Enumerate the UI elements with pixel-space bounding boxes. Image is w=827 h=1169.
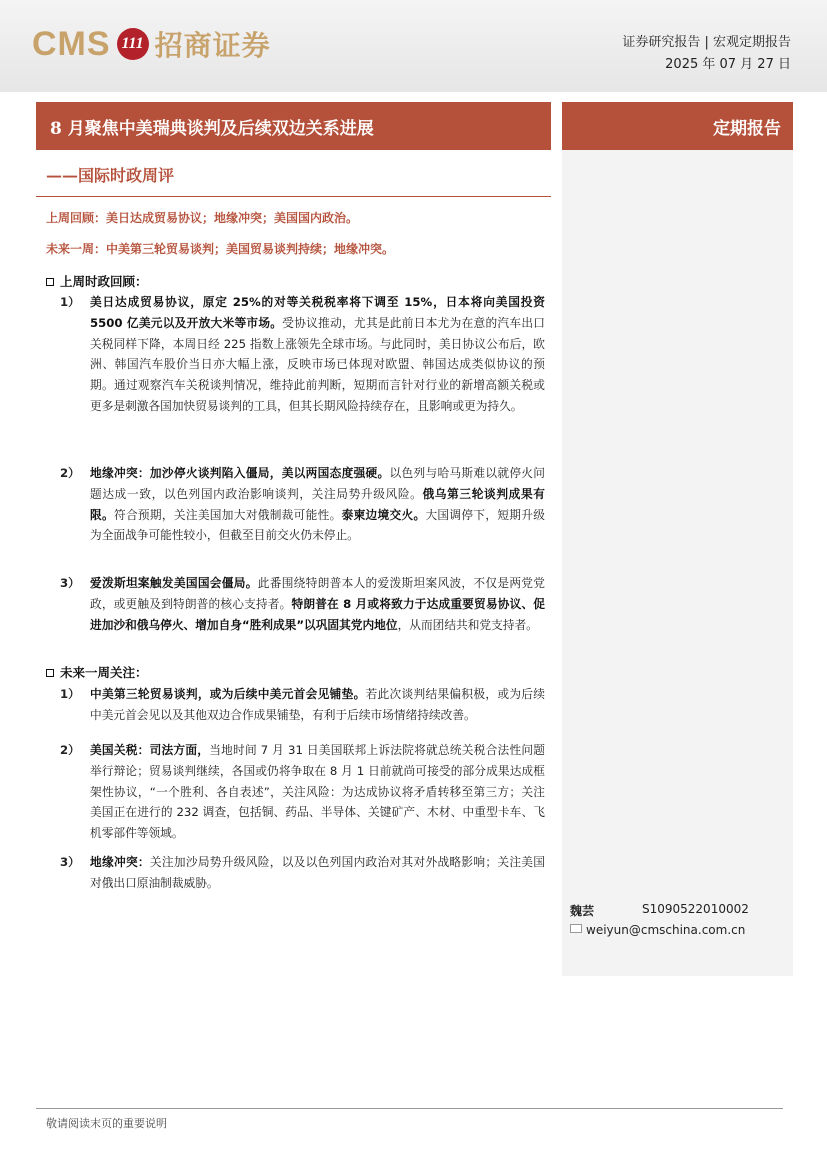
title-banner <box>36 102 551 150</box>
report-type: 证券研究报告 | 宏观定期报告 <box>622 35 791 50</box>
list-item: 3） 地缘冲突：关注加沙局势升级风险，以及以色列国内政治对其对外战略影响；关注美国对俄出口原油制裁威胁。 <box>60 855 545 890</box>
logo-badge-icon: 111 <box>117 28 149 60</box>
title-divider <box>36 196 551 197</box>
summary-last-week: 上周回顾：美日达成贸易协议；地缘冲突；美国国内政治。 <box>46 211 359 225</box>
side-label: 定期报告 <box>713 119 781 139</box>
list-item: 2） 美国关税：司法方面，当地时间 7 月 31 日美国联邦上诉法院将就总统关税合法性问题举行辩论；贸易谈判继续，各国或仍将争取在 8 月 1 日前就尚可接受的部分成果达成框架性协议，“一个胜利、各自表述”，关注风险：为达成协议将矛盾转移至第三方；关注美国正在进行的 232 调查，包括铜、药品、半导体、关键矿产、木材、中重型卡车、飞机零部件等领域。 <box>60 743 545 841</box>
mail-icon <box>570 924 582 933</box>
analyst-name: 魏芸 <box>570 904 595 918</box>
side-banner <box>562 102 793 150</box>
header-meta <box>622 32 791 76</box>
footer-divider <box>36 1108 783 1109</box>
report-title: 8 月聚焦中美瑞典谈判及后续双边关系进展 <box>50 119 374 139</box>
analyst-email[interactable]: weiyun@cmschina.com.cn <box>586 923 746 937</box>
report-subtitle: ——国际时政周评 <box>46 166 175 185</box>
list-item: 1） 中美第三轮贸易谈判，或为后续中美元首会见铺垫。若此次谈判结果偏积极，或为后续中美元首会见以及其他双边合作成果铺垫，有利于后续市场情绪持续改善。 <box>60 687 545 722</box>
list-item: 2） 地缘冲突：加沙停火谈判陷入僵局，美以两国态度强硬。以色列与哈马斯难以就停火问题达成一致，以色列国内政治影响谈判，关注局势升级风险。俄乌第三轮谈判成果有限。符合预期，关注美国加大对俄制裁可能性。泰柬边境交火。大国调停下，短期升级为全面战争可能性较小，但截至目前交火仍未停止。 <box>60 466 545 543</box>
list-item: 3） 爱泼斯坦案触发美国国会僵局。此番围绕特朗普本人的爱泼斯坦案风波，不仅是两党党政，或更触及到特朗普的核心支持者。特朗普在 8 月或将致力于达成重要贸易协议、促进加沙和俄乌停火、增加自身“胜利成果”以巩固其党内地位，从而团结共和党支持者。 <box>60 576 545 632</box>
analyst-cert: S1090522010002 <box>642 902 749 916</box>
square-bullet-icon <box>46 669 54 677</box>
footer-disclaimer: 敬请阅读末页的重要说明 <box>46 1117 167 1130</box>
company-logo <box>32 22 271 66</box>
logo-chinese-text: 招商证券 <box>154 29 271 62</box>
square-bullet-icon <box>46 278 54 286</box>
report-date: 2025 年 07 月 27 日 <box>665 57 791 72</box>
analyst-info <box>570 902 790 937</box>
side-panel <box>562 150 793 976</box>
logo-cms-text: CMS <box>32 24 111 63</box>
section-next-week-heading: 未来一周关注： <box>46 663 148 681</box>
list-item: 1） 美日达成贸易协议，原定 25%的对等关税税率将下调至 15%，日本将向美国投资 5500 亿美元以及开放大米等市场。受协议推动，尤其是此前日本尤为在意的汽车出口关税同样下降，本周日经 225 指数上涨领先全球市场。与此同时，美日协议公布后，欧洲、韩国汽车股价当日亦大幅上涨，反映市场已体现对欧盟、韩国达成类似协议的预期。通过观察汽车关税谈判情况，维持此前判断，短期而言针对行业的新增高额关税或更多是刺激各国加快贸易谈判的工具，但其长期风险持续存在，且影响或更为持久。 <box>60 295 545 413</box>
summary-next-week: 未来一周：中美第三轮贸易谈判；美国贸易谈判持续；地缘冲突。 <box>46 242 395 256</box>
section-last-week-heading: 上周时政回顾： <box>46 272 148 290</box>
